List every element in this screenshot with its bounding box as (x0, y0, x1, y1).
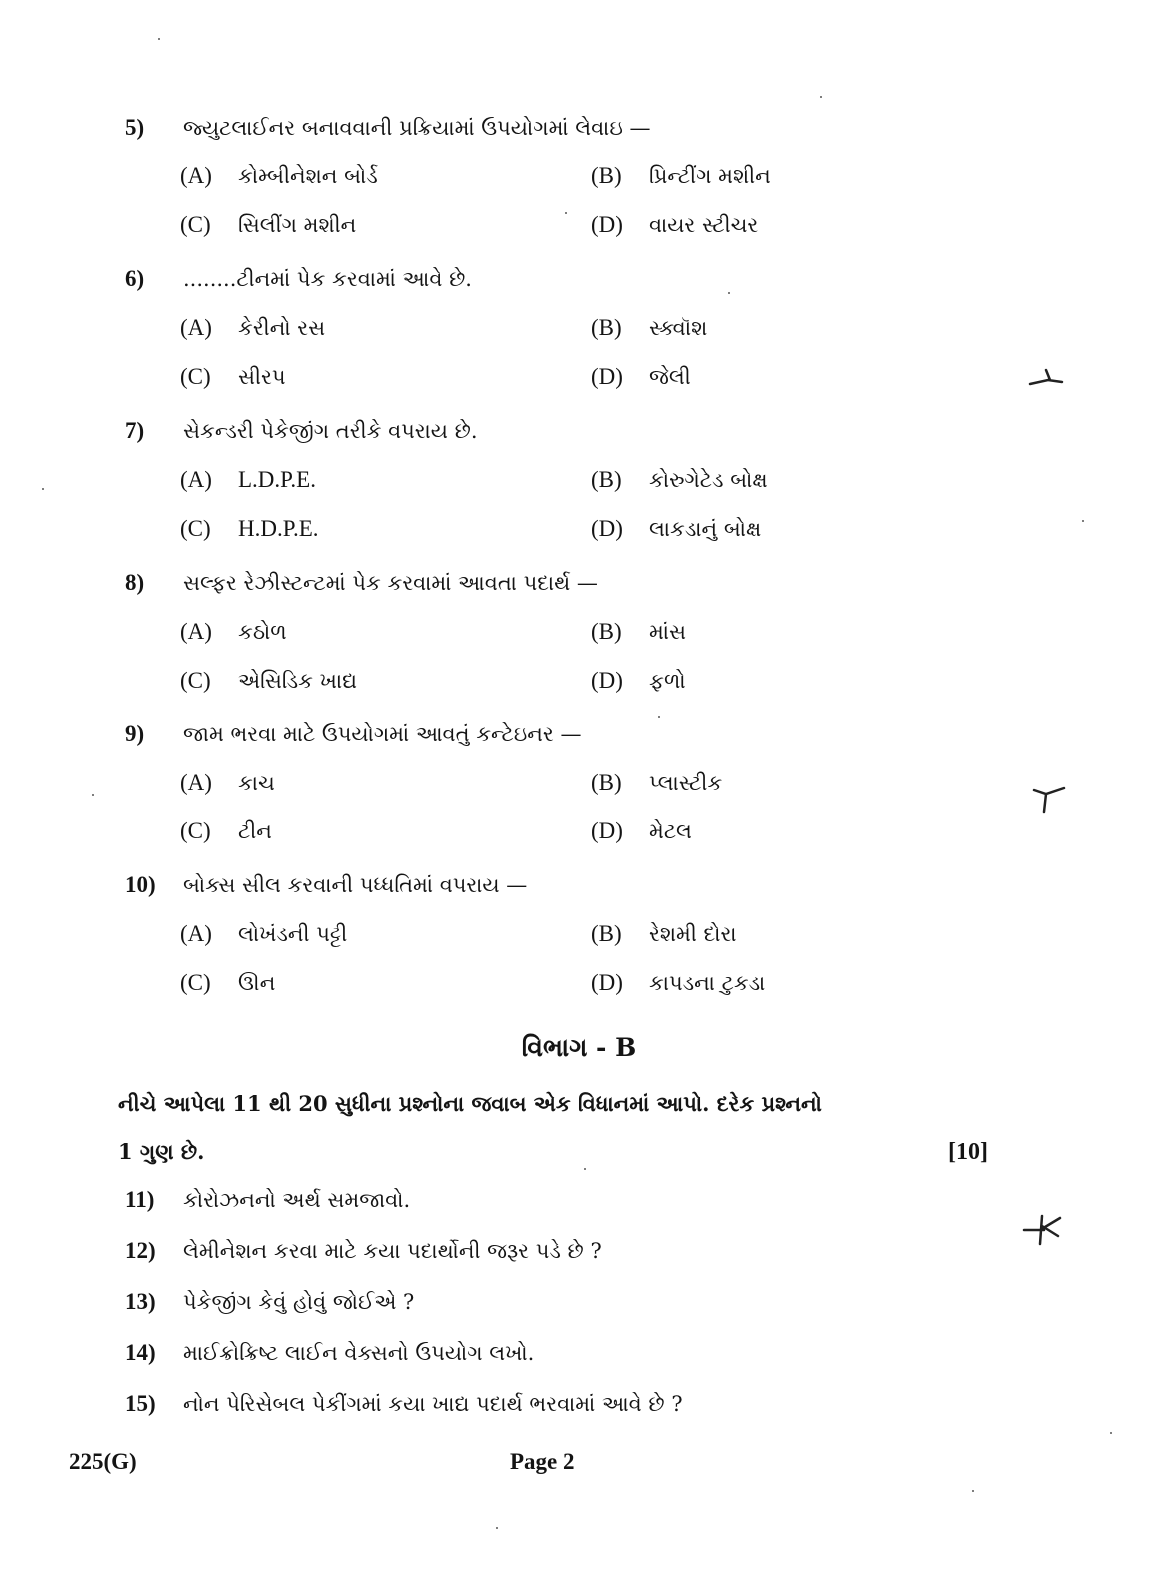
option-text: માંસ (649, 620, 686, 644)
section-b-title: વિભાગ - B (521, 1033, 637, 1062)
pen-tick-mark (1026, 362, 1066, 392)
question-11 (0, 1180, 1158, 1220)
option-label: (A) (180, 315, 212, 340)
question-number: 5) (125, 115, 145, 140)
option-label: (D) (591, 364, 623, 389)
question-number: 12) (125, 1238, 156, 1263)
option-text: સિલીંગ મશીન (238, 213, 357, 237)
option-text: ફળો (649, 669, 686, 693)
question-8 (0, 563, 1158, 603)
option-6d (591, 357, 691, 397)
option-7a (180, 460, 316, 500)
question-number: 6) (125, 266, 145, 291)
option-7c (180, 509, 319, 549)
option-7d (591, 509, 761, 549)
question-number: 11) (125, 1187, 155, 1212)
question-number: 9) (125, 721, 145, 746)
option-text: ઊન (238, 971, 276, 995)
option-label: (C) (180, 668, 211, 693)
option-8c (180, 661, 357, 701)
question-6 (0, 259, 1158, 299)
question-text: સલ્ફર રેઝીસ્ટન્ટમાં પેક કરવામાં આવતા પદાર્થ — (183, 571, 598, 595)
option-10b (591, 914, 737, 954)
question-text: જ્યુટલાઈનર બનાવવાની પ્રક્રિયામાં ઉપયોગમાં લેવાઇ — (183, 116, 651, 140)
option-text: કેરીનો રસ (238, 316, 326, 340)
question-text: પેકેજીંગ કેવું હોવું જોઈએ ? (183, 1290, 415, 1314)
question-number: 13) (125, 1289, 156, 1314)
question-text: બોક્સ સીલ કરવાની પધ્ધતિમાં વપરાય — (183, 873, 528, 897)
option-text: પ્લાસ્ટીક (649, 771, 723, 795)
paper-code: 225(G) (69, 1449, 137, 1474)
option-label: (B) (591, 770, 622, 795)
scan-speck (92, 794, 94, 796)
scan-speck (42, 488, 44, 490)
question-text: લેમીનેશન કરવા માટે કયા પદાર્થોની જરૂર પડે છે ? (183, 1239, 602, 1263)
scan-speck (728, 292, 730, 294)
question-number: 7) (125, 418, 145, 443)
option-text: કાપડના ટુકડા (649, 971, 766, 995)
option-6c (180, 357, 286, 397)
section-b-instruction-line1: નીચે આપેલા 11 થી 20 સુધીના પ્રશ્નોના જવાબ એક વિધાનમાં આપો. દરેક પ્રશ્નનો (118, 1091, 822, 1116)
scan-speck (158, 38, 160, 40)
option-label: (D) (591, 818, 623, 843)
option-label: (D) (591, 516, 623, 541)
option-9d (591, 811, 692, 851)
option-label: (C) (180, 818, 211, 843)
section-b-marks: [10] (948, 1139, 988, 1165)
option-label: (B) (591, 921, 622, 946)
option-label: (C) (180, 212, 211, 237)
question-15 (0, 1384, 1158, 1424)
option-text: કોરુગેટેડ બોક્ષ (649, 468, 768, 492)
option-10c (180, 963, 275, 1003)
option-5b (591, 156, 771, 196)
option-9c (180, 811, 272, 851)
option-label: (A) (180, 770, 212, 795)
scan-speck (565, 212, 567, 214)
option-text: સ્ક્વૉશ (649, 316, 708, 340)
option-label: (C) (180, 970, 211, 995)
question-text: માઈક્રોક્રિષ્ટ લાઈન વેક્સનો ઉપયોગ લખો. (183, 1341, 535, 1365)
option-text: કોમ્બીનેશન બોર્ડ (238, 164, 378, 188)
question-text: નોન પેરિસેબલ પેકીંગમાં કયા ખાદ્ય પદાર્થ ભરવામાં આવે છે ? (183, 1392, 683, 1416)
scan-speck (584, 1168, 586, 1170)
section-b-instruction-line2: 1 ગુણ છે. (118, 1139, 205, 1164)
question-text: જામ ભરવા માટે ઉપયોગમાં આવતું કન્ટેઇનર — (183, 722, 582, 746)
option-label: (B) (591, 467, 622, 492)
page-number: Page 2 (510, 1449, 575, 1474)
question-9 (0, 714, 1158, 754)
pen-tick-mark (1018, 1208, 1066, 1248)
option-5d (591, 205, 758, 245)
question-number: 10) (125, 872, 156, 897)
option-6b (591, 308, 707, 348)
option-label: (A) (180, 163, 212, 188)
option-text: H.D.P.E. (238, 516, 319, 541)
option-8a (180, 612, 287, 652)
scan-speck (972, 1490, 974, 1492)
option-text: સીરપ (238, 365, 286, 389)
option-8d (591, 661, 686, 701)
option-9b (591, 763, 722, 803)
question-number: 15) (125, 1391, 156, 1416)
option-text: એસિડિક ખાદ્ય (238, 669, 357, 693)
scan-speck (496, 1527, 498, 1529)
option-label: (D) (591, 212, 623, 237)
option-text: L.D.P.E. (238, 467, 316, 492)
question-number: 14) (125, 1340, 156, 1365)
option-label: (D) (591, 970, 623, 995)
question-14 (0, 1333, 1158, 1373)
question-7 (0, 411, 1158, 451)
option-text: ટીન (238, 819, 272, 843)
option-text: જેલી (649, 365, 691, 389)
option-text: લાકડાનું બોક્ષ (649, 517, 762, 541)
pen-tick-mark (1030, 782, 1070, 818)
question-10 (0, 865, 1158, 905)
scan-speck (658, 716, 660, 718)
option-label: (A) (180, 619, 212, 644)
option-label: (D) (591, 668, 623, 693)
scan-speck (1082, 520, 1084, 522)
option-label: (A) (180, 467, 212, 492)
option-text: પ્રિન્ટીંગ મશીન (649, 164, 771, 188)
question-5 (0, 108, 1158, 148)
option-10d (591, 963, 765, 1003)
option-5c (180, 205, 356, 245)
option-8b (591, 612, 686, 652)
question-text: સેકન્ડરી પેકેજીંગ તરીકે વપરાય છે. (183, 419, 478, 443)
option-label: (A) (180, 921, 212, 946)
option-text: કઠોળ (238, 620, 287, 644)
scan-speck (820, 96, 822, 98)
option-7b (591, 460, 768, 500)
option-label: (B) (591, 163, 622, 188)
option-text: મેટલ (649, 819, 692, 843)
option-label: (B) (591, 619, 622, 644)
option-text: વાયર સ્ટીચર (649, 213, 759, 237)
question-text: ........ટીનમાં પેક કરવામાં આવે છે. (183, 267, 472, 291)
question-number: 8) (125, 570, 145, 595)
option-label: (C) (180, 516, 211, 541)
option-label: (B) (591, 315, 622, 340)
option-text: રેશમી દોરા (649, 922, 737, 946)
option-6a (180, 308, 325, 348)
question-12 (0, 1231, 1158, 1271)
option-10a (180, 914, 347, 954)
option-9a (180, 763, 275, 803)
option-5a (180, 156, 378, 196)
option-label: (C) (180, 364, 211, 389)
option-text: કાચ (238, 771, 275, 795)
option-text: લોખંડની પટ્ટી (238, 922, 348, 946)
question-text: કોરોઝનનો અર્થ સમજાવો. (183, 1188, 411, 1212)
scan-speck (1110, 1432, 1112, 1434)
question-13 (0, 1282, 1158, 1322)
